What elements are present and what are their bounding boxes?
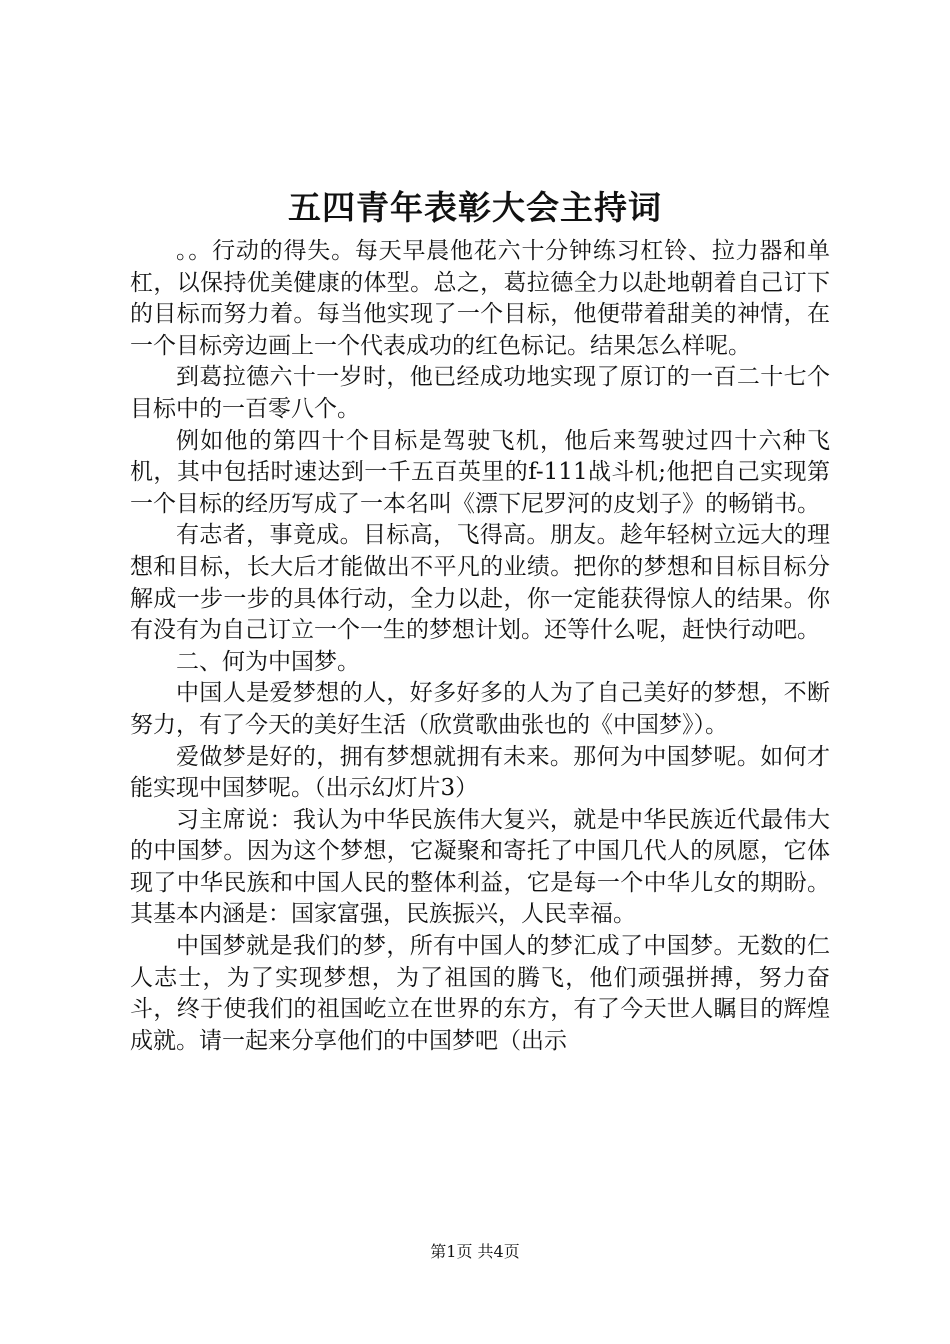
document-body	[130, 236, 830, 1057]
page-footer: 第1页 共4页	[430, 1242, 520, 1261]
paragraph: 中国梦就是我们的梦，所有中国人的梦汇成了中国梦。无数的仁人志士，为了实现梦想，为了祖国的腾飞，他们顽强拼搏，努力奋斗，终于使我们的祖国屹立在世界的东方，有了今天世人瞩目的辉煌成就。请一起来分享他们的中国梦吧（出示	[130, 933, 830, 1054]
paragraph: 到葛拉德六十一岁时，他已经成功地实现了原订的一百二十七个目标中的一百零八个。	[130, 364, 830, 422]
paragraph: 爱做梦是好的，拥有梦想就拥有未来。那何为中国梦呢。如何才能实现中国梦呢。（出示幻灯片3）	[130, 743, 830, 802]
paragraph: 有志者，事竟成。目标高，飞得高。朋友。趁年轻树立远大的理想和目标，长大后才能做出不平凡的业绩。把你的梦想和目标目标分解成一步一步的具体行动，全力以赴，你一定能获得惊人的结果。你有没有为自己订立一个一生的梦想计划。还等什么呢，赶快行动吧。	[130, 522, 830, 644]
section-heading: 二、何为中国梦。	[176, 648, 360, 675]
paragraph: 例如他的第四十个目标是驾驶飞机，他后来驾驶过四十六种飞机，其中包括时速达到一千五百英里的f-111战斗机;他把自己实现第一个目标的经历写成了一本名叫《漂下尼罗河的皮划子》的畅销书。	[130, 427, 830, 517]
document-title: 五四青年表彰大会主持词	[288, 188, 662, 227]
paragraph: 习主席说：我认为中华民族伟大复兴，就是中华民族近代最伟大的中国梦。因为这个梦想，它凝聚和寄托了中国几代人的夙愿，它体现了中华民族和中国人民的整体利益，它是每一个中华儿女的期盼。其基本内涵是：国家富强，民族振兴，人民幸福。	[130, 806, 830, 928]
paragraph: 。。行动的得失。每天早晨他花六十分钟练习杠铃、拉力器和单杠，以保持优美健康的体型。总之，葛拉德全力以赴地朝着自己订下的目标而努力着。每当他实现了一个目标，他便带着甜美的神情，在一个目标旁边画上一个代表成功的红色标记。结果怎么样呢。	[130, 238, 830, 359]
paragraph: 中国人是爱梦想的人，好多好多的人为了自己美好的梦想，不断努力，有了今天的美好生活（欣赏歌曲张也的《中国梦》）。	[130, 680, 830, 738]
